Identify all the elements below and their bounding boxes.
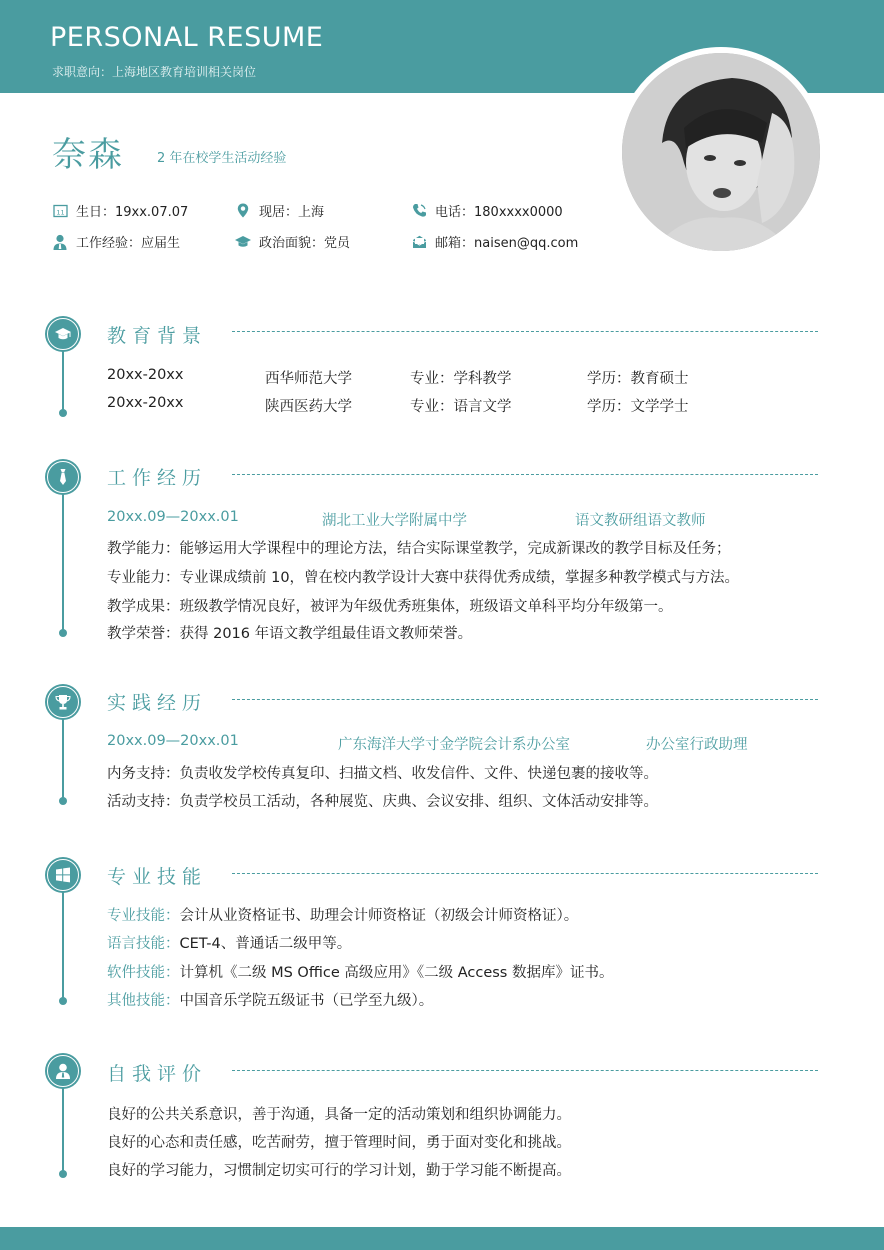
- timeline-line: [62, 493, 64, 633]
- timeline-line: [62, 1087, 64, 1175]
- work-role: 语文教研组语文教师: [575, 513, 706, 529]
- info-political-status: [235, 232, 350, 251]
- mail-icon: [411, 234, 427, 250]
- work-period: 20xx.09—20xx.01: [107, 509, 239, 525]
- practice-line-1: 内务支持：负责收发学校传真复印、扫描文档、收发信件、文件、快递包裹的接收等。: [107, 766, 658, 782]
- graduation-cap-icon: [235, 234, 251, 250]
- skill-text: CET-4、普通话二级甲等。: [179, 936, 352, 952]
- skill-item: [107, 961, 613, 982]
- practice-line-2: 活动支持：负责学校员工活动，各种展览、庆典、会议安排、组织、文体活动安排等。: [107, 794, 658, 810]
- graduation-cap-icon: [54, 325, 72, 343]
- skill-item: [107, 904, 578, 925]
- skill-label: 软件技能：: [107, 965, 180, 981]
- work-experience-text: 工作经验：应届生: [76, 236, 181, 251]
- info-email: [411, 232, 578, 251]
- timeline-line: [62, 891, 64, 1001]
- location-pin-icon: [235, 203, 251, 219]
- info-residence: [235, 201, 324, 220]
- user-tie-icon: [52, 234, 68, 250]
- work-title: 工作经历: [107, 467, 208, 489]
- residence-text: 现居：上海: [259, 205, 325, 220]
- political-status-text: 政治面貌：党员: [259, 236, 351, 251]
- email-text: 邮箱：naisen@qq.com: [435, 236, 579, 251]
- phone-text: 电话：180xxxx0000: [435, 205, 563, 220]
- info-work-experience: [52, 232, 180, 251]
- calendar-icon: [52, 203, 68, 219]
- edu-degree-1: 学历：教育硕士: [587, 371, 689, 387]
- edu-school-1: 西华师范大学: [265, 371, 352, 387]
- practice-title: 实践经历: [107, 692, 208, 714]
- work-line-2: 专业能力：专业课成绩前 10，曾在校内教学设计大赛中获得优秀成绩，掌握多种教学模式与方法。: [107, 570, 740, 586]
- section-divider: [232, 1070, 818, 1071]
- timeline-dot: [59, 1170, 67, 1178]
- work-organization: 湖北工业大学附属中学: [322, 513, 467, 529]
- work-line-3: 教学成果：班级教学情况良好，被评为年级优秀班集体，班级语文单科平均分年级第一。: [107, 599, 673, 615]
- section-divider: [232, 873, 818, 874]
- self-line-2: 良好的心态和责任感，吃苦耐劳，擅于管理时间，勇于面对变化和挑战。: [107, 1135, 571, 1151]
- work-line-4: 教学荣誉：获得 2016 年语文教学组最佳语文教师荣誉。: [107, 626, 473, 642]
- practice-period: 20xx.09—20xx.01: [107, 733, 239, 749]
- practice-role: 办公室行政助理: [646, 737, 748, 753]
- timeline-dot: [59, 797, 67, 805]
- practice-organization: 广东海洋大学寸金学院会计系办公室: [338, 737, 570, 753]
- edu-major-2: 专业：语言文学: [410, 399, 512, 415]
- trophy-icon: [54, 693, 72, 711]
- self-evaluation-section-icon: [45, 1053, 81, 1089]
- portrait-photo: [622, 53, 820, 251]
- timeline-line: [62, 718, 64, 803]
- info-phone: [411, 201, 563, 220]
- birthday-text: 生日：19xx.07.07: [76, 205, 189, 220]
- self-line-1: 良好的公共关系意识，善于沟通，具备一定的活动策划和组织协调能力。: [107, 1107, 571, 1123]
- skill-text: 中国音乐学院五级证书（已学至九级）。: [179, 993, 434, 1009]
- edu-school-2: 陕西医药大学: [265, 399, 352, 415]
- resume-title: PERSONAL RESUME: [50, 22, 324, 53]
- edu-major-1: 专业：学科教学: [410, 371, 512, 387]
- section-divider: [232, 331, 818, 332]
- tie-icon: [54, 468, 72, 486]
- timeline-dot: [59, 997, 67, 1005]
- person-icon: [54, 1062, 72, 1080]
- skills-title: 专业技能: [107, 866, 208, 888]
- skill-label: 其他技能：: [107, 993, 180, 1009]
- info-birthday: [52, 201, 188, 220]
- phone-icon: [411, 203, 427, 219]
- self-line-3: 良好的学习能力，习惯制定切实可行的学习计划，勤于学习能不断提高。: [107, 1163, 571, 1179]
- windows-icon: [54, 866, 72, 884]
- skill-text: 计算机《二级 MS Office 高级应用》《二级 Access 数据库》证书。: [179, 965, 614, 981]
- education-title: 教育背景: [107, 325, 208, 347]
- skill-item: [107, 989, 433, 1010]
- section-divider: [232, 474, 818, 475]
- timeline-dot: [59, 409, 67, 417]
- job-intent: 求职意向：上海地区教育培训相关岗位: [52, 65, 257, 79]
- edu-period-1: 20xx-20xx: [107, 367, 184, 383]
- practice-section-icon: [45, 684, 81, 720]
- section-divider: [232, 699, 818, 700]
- skill-item: [107, 932, 351, 953]
- portrait-photo-icon: [622, 53, 820, 251]
- skill-label: 专业技能：: [107, 908, 180, 924]
- svg-text:11: 11: [55, 208, 65, 216]
- edu-period-2: 20xx-20xx: [107, 395, 184, 411]
- timeline-dot: [59, 629, 67, 637]
- skill-label: 语言技能：: [107, 936, 180, 952]
- work-line-1: 教学能力：能够运用大学课程中的理论方法，结合实际课堂教学，完成新课改的教学目标及任务；: [107, 541, 731, 557]
- self-evaluation-title: 自我评价: [107, 1063, 208, 1085]
- candidate-name: 奈森: [52, 135, 124, 175]
- work-section-icon: [45, 459, 81, 495]
- edu-degree-2: 学历：文学学士: [587, 399, 689, 415]
- experience-summary: 2 年在校学生活动经验: [157, 151, 287, 166]
- skill-text: 会计从业资格证书、助理会计师资格证（初级会计师资格证）。: [179, 908, 579, 924]
- footer-band: [0, 1227, 884, 1250]
- skills-section-icon: [45, 857, 81, 893]
- education-section-icon: [45, 316, 81, 352]
- timeline-line: [62, 350, 64, 413]
